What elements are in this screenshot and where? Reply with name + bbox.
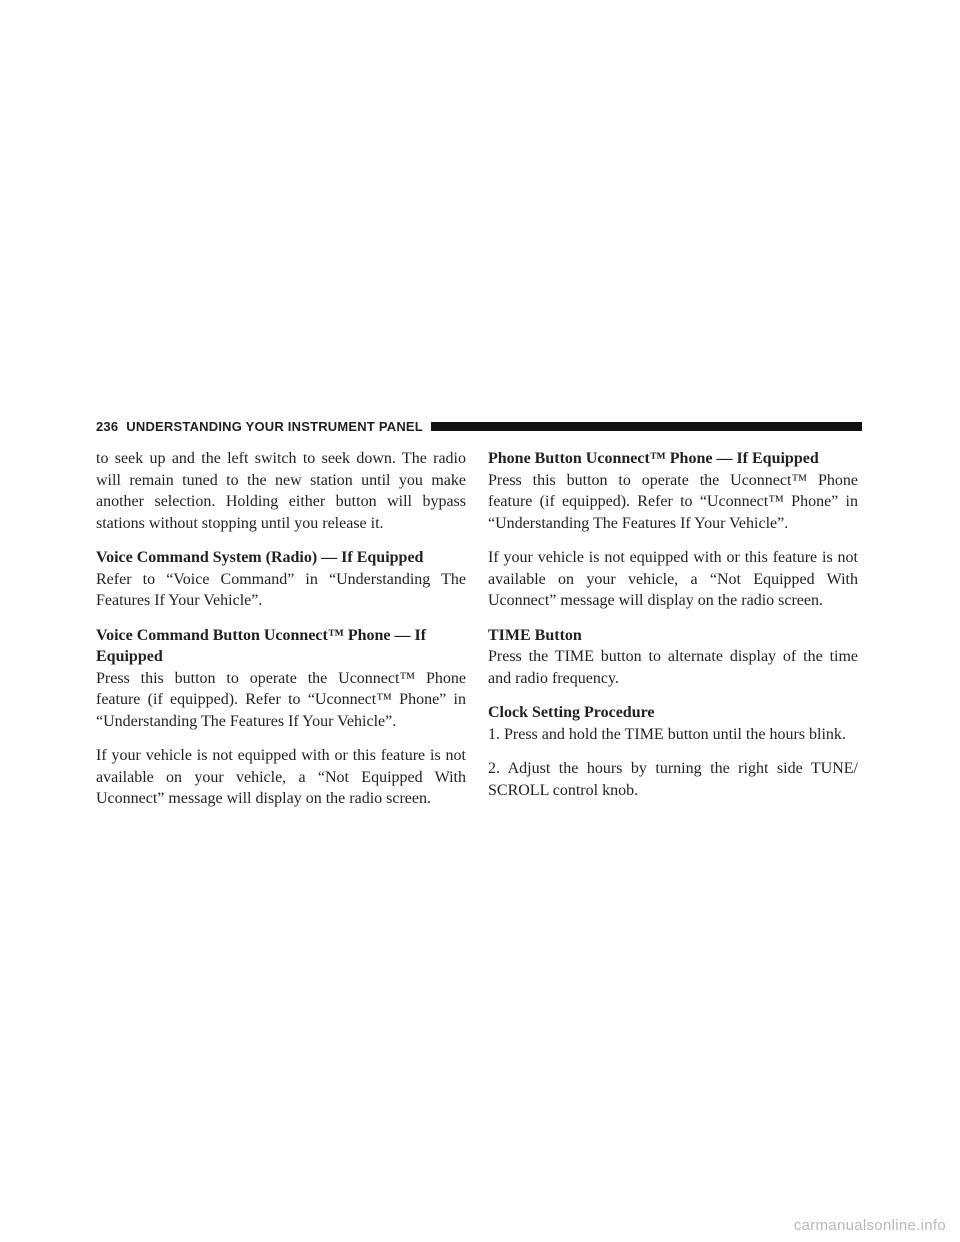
phone-button-heading: Phone Button Uconnect™ Phone — If Equipped	[488, 450, 819, 467]
section-title: UNDERSTANDING YOUR INSTRUMENT PANEL	[126, 418, 423, 434]
phone-button-body: Press this button to operate the Uconnect™ Phone feature (if equipped). Refer to “Uconnect™ Phone” in “Understanding The Features If Your Vehicle”.	[488, 471, 858, 532]
page-number: 236	[96, 418, 119, 434]
time-button-heading: TIME Button	[488, 626, 582, 644]
clock-setting-step-2: 2. Adjust the hours by turning the right side TUNE/ SCROLL control knob.	[488, 760, 858, 799]
time-button-body: Press the TIME button to alternate display of the time and radio frequency.	[488, 648, 858, 687]
header-rule	[431, 422, 862, 431]
right-column	[488, 448, 858, 814]
clock-setting-step-1: 1. Press and hold the TIME button until the hours blink.	[488, 725, 846, 743]
voice-command-button-note: If your vehicle is not equipped with or this feature is not available on your vehicle, a “Not Equipped With Uconnect” message will display on the radio screen.	[96, 747, 466, 807]
voice-command-button-heading: Voice Command Button Uconnect™ Phone — If Equipped	[96, 626, 427, 665]
intro-paragraph: to seek up and the left switch to seek down. The radio will remain tuned to the new station until you make another selection. Holding either button will bypass stations without stopping until you release it.	[96, 450, 466, 532]
voice-command-system-body: Refer to “Voice Command” in “Understanding The Features If Your Vehicle”.	[96, 570, 466, 609]
phone-button-note: If your vehicle is not equipped with or this feature is not available on your vehicle, a “Not Equipped With Uconnect” message will display on the radio screen.	[488, 549, 858, 609]
voice-command-button-body: Press this button to operate the Uconnect™ Phone feature (if equipped). Refer to “Uconnect™ Phone” in “Understanding The Features If Your Vehicle”.	[96, 669, 466, 730]
voice-command-system-heading: Voice Command System (Radio) — If Equipped	[96, 549, 424, 566]
left-column	[96, 448, 466, 823]
watermark: carmanualsonline.info	[793, 1217, 946, 1234]
page-header	[96, 416, 862, 436]
clock-setting-heading: Clock Setting Procedure	[488, 704, 655, 721]
